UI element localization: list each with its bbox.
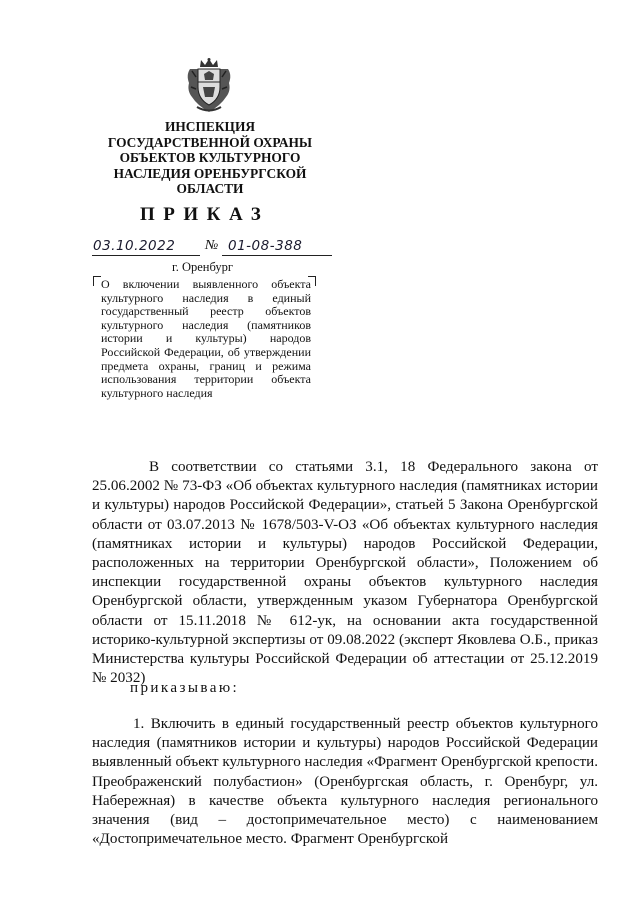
document-type-title: ПРИКАЗ <box>140 204 270 225</box>
organization-line: ОБЛАСТИ <box>176 181 244 196</box>
city-name: г. Оренбург <box>172 260 233 274</box>
document-subject: О включении выявленного объекта культурного наследия в единый государственный реестр объектов культурного наследия (памятников истории и культуры) народов Российской Федерации, об утверждении предмета охраны, границ и режима использования территории объекта культурного наследия <box>101 277 311 400</box>
date-underline <box>92 255 200 256</box>
document-date: 03.10.2022 <box>93 238 176 254</box>
organization-name <box>95 119 325 197</box>
document-number: 01-08-388 <box>228 238 303 254</box>
date-number-line <box>92 238 342 260</box>
organization-line: ГОСУДАРСТВЕННОЙ ОХРАНЫ <box>107 134 313 150</box>
order-word: приказываю: <box>130 680 240 696</box>
preamble-paragraph: В соответствии со статьями 3.1, 18 Федерального закона от 25.06.2002 № 73-ФЗ «Об объектах культурного наследия (памятниках истории и культуры) народов Российской Федерации», статьей 5 Закона Оренбургской области от 03.07.2013 № 1678/503-V-ОЗ «Об объектах культурного наследия (памятниках истории и культуры) народов Российской Федерации, расположенных на территории Оренбургской области», Положением об инспекции государственной охраны объектов культурного наследия Оренбургской области, утвержденным указом Губернатора Оренбургской области от 15.11.2018 № 612-ук, на основании акта государственной историко-культурной экспертизы от 09.08.2022 (эксперт Яковлева О.Б., приказ Министерства культуры Российской Федерации об аттестации от 25.12.2019 № 2032) <box>92 459 598 687</box>
coat-of-arms-icon <box>183 57 235 115</box>
organization-line: ОБЪЕКТОВ КУЛЬТУРНОГО <box>119 150 301 165</box>
organization-line: ИНСПЕКЦИЯ <box>164 119 256 134</box>
subject-bracket-left <box>93 276 101 286</box>
organization-line: НАСЛЕДИЯ ОРЕНБУРГСКОЙ <box>113 165 307 181</box>
number-sign: № <box>205 238 219 253</box>
number-underline <box>222 255 332 256</box>
order-item-1: 1. Включить в единый государственный реестр объектов культурного наследия (памятников истории и культуры) народов Российской Федерации выявленный объект культурного наследия «Фрагмент Оренбургской крепости. Преображенский полубастион» (Оренбургская область, г. Оренбург, ул. Набережная) в качестве объекта культурного наследия регионального значения (вид – достопримечательное место) с наименованием «Достопримечательное место. Фрагмент Оренбургской <box>92 716 598 848</box>
